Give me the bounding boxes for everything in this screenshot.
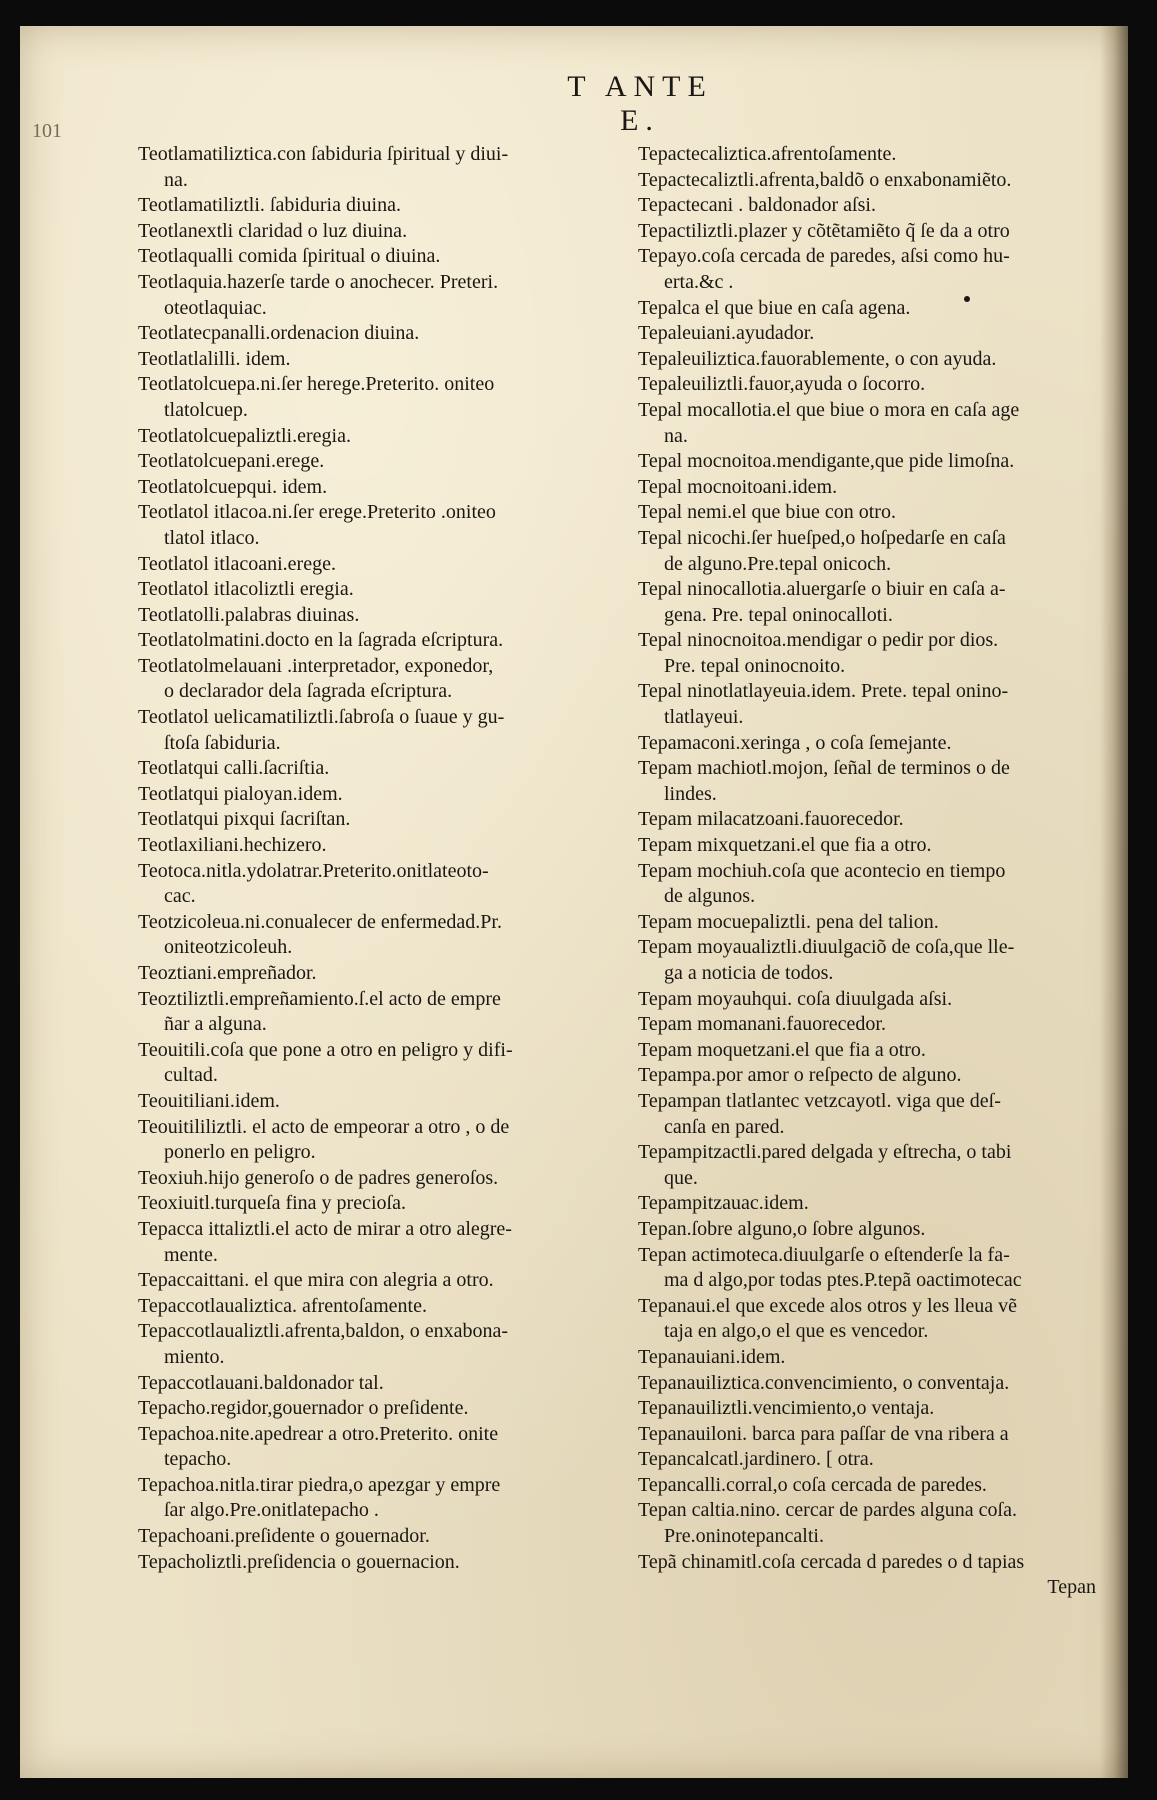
dictionary-entry-line: Tepanauiliztica.convencimiento, o conventaja. <box>638 1371 1010 1394</box>
dictionary-entry-line: Teotlatolmatini.docto en la ſagrada eſcriptura. <box>138 629 504 652</box>
dictionary-entry-line: Tepam machiotl.mojon, ſeñal de terminos o de <box>638 757 1010 780</box>
dictionary-entry-line: ga a noticia de todos. <box>664 962 834 984</box>
dictionary-entry-line: tlatol itlaco. <box>164 526 260 549</box>
dictionary-entry-line: Teotlatolcuepaliztli.eregia. <box>138 424 351 447</box>
dictionary-entry-line: Teotlanextli claridad o luz diuina. <box>138 219 408 242</box>
dictionary-entry-line: na. <box>664 424 688 447</box>
dictionary-entry-line: Tepam mixquetzani.el que fia a otro. <box>638 834 932 857</box>
dictionary-entry-line: Teotoca.nitla.ydolatrar.Preterito.onitlateoto- <box>138 859 489 882</box>
dictionary-entry-line: Tepamaconi.xeringa , o coſa ſemejante. <box>638 731 952 754</box>
dictionary-entry-line: Tepactecani . baldonador aſsi. <box>638 194 876 217</box>
dictionary-entry-line: Tepam milacatzoani.fauorecedor. <box>638 808 904 831</box>
dictionary-entry-line: Teotlaqualli comida ſpiritual o diuina. <box>138 245 441 268</box>
dictionary-entry-line: Tepampa.por amor o reſpecto de alguno. <box>638 1064 962 1087</box>
dictionary-entry-line: Tepaleuiliztli.fauor,ayuda o ſocorro. <box>638 373 926 396</box>
dictionary-entry-line: Tepampan tlatlantec vetzcayotl. viga que deſ- <box>638 1089 1001 1112</box>
dictionary-entry-line: Teotlamatiliztli. ſabiduria diuina. <box>138 194 401 217</box>
dictionary-entry-line: Tepal mocnoitoa.mendigante,que pide limoſna. <box>638 450 1015 473</box>
dictionary-entry-line: Pre.oninotepancalti. <box>664 1525 824 1548</box>
dictionary-entry-line: Tepancalli.corral,o coſa cercada de paredes. <box>638 1473 987 1496</box>
dictionary-entry-line: Teouitili.coſa que pone a otro en peligro y difi- <box>138 1038 513 1061</box>
dictionary-entry-line: Pre. tepal oninocnoito. <box>664 654 846 677</box>
dictionary-entry-line: Tepactecaliztica.afrentoſamente. <box>638 143 897 165</box>
dictionary-entry-line: Tepaccaittani. el que mira con alegria a otro. <box>138 1269 494 1292</box>
dictionary-entry-line: Teotlatolcuepani.erege. <box>138 450 325 473</box>
dictionary-entry-line: Tepaccotlaualiztli.afrenta,baldon, o enxabona- <box>138 1320 509 1343</box>
dictionary-entry-line: Teotlatqui pialoyan.idem. <box>138 782 343 805</box>
dictionary-entry-line: Teotlatqui calli.ſacriſtia. <box>138 757 330 780</box>
dictionary-entry-line: Tepacholiztli.preſidencia o gouernacion. <box>138 1550 460 1573</box>
dictionary-entry-line: Teoztiani.empreñador. <box>138 962 317 984</box>
dictionary-entry-line: Teotlatol itlacoani.erege. <box>138 552 336 575</box>
dictionary-entry-line: mente. <box>164 1243 218 1266</box>
book-page <box>20 26 1128 1778</box>
dictionary-entry-line: Tepam moquetzani.el que fia a otro. <box>638 1038 926 1061</box>
dictionary-entry-line: Tepactecaliztli.afrenta,baldõ o enxabonamiẽto. <box>638 168 1012 191</box>
dictionary-entry-line: oteotlaquiac. <box>164 296 267 319</box>
folio-mark: 101 <box>32 120 62 142</box>
dictionary-entry-line: taja en algo,o el que es vencedor. <box>664 1320 929 1343</box>
dictionary-entry-line: Tepachoani.preſidente o gouernador. <box>138 1525 430 1548</box>
dictionary-entry-line: lindes. <box>664 782 717 805</box>
dictionary-entry-line: Teotlatqui pixqui ſacriſtan. <box>138 808 351 831</box>
dictionary-entry-line: Tepanauiloni. barca para paſſar de vna ribera a <box>638 1422 1009 1445</box>
ink-dot <box>964 296 970 302</box>
dictionary-entry-line: Tepanaui.el que excede alos otros y les lleua vẽ <box>638 1294 1018 1317</box>
dictionary-entry-line: Teotlatolmelauani .interpretador, exponedor, <box>138 654 494 677</box>
dictionary-entry-line: ma d algo,por todas ptes.P.tepã oactimotecac <box>664 1269 1022 1292</box>
dictionary-entry-line: Tepan caltia.nino. cercar de pardes alguna coſa. <box>638 1499 1017 1522</box>
dictionary-entry-line: Tepam moyaualiztli.diuulgaciõ de coſa,que lle- <box>638 936 1015 959</box>
dictionary-entry-line: Tepancalcatl.jardinero. [ otra. <box>638 1448 874 1471</box>
dictionary-entry-line: Tepal nemi.el que biue con otro. <box>638 501 896 524</box>
dictionary-entry-line: Tepan actimoteca.diuulgarſe o eſtenderſe la fa- <box>638 1243 1010 1266</box>
dictionary-entry-line: Teoxiuh.hijo generoſo o de padres generoſos. <box>138 1166 499 1189</box>
dictionary-entry-line: canſa en pared. <box>664 1115 785 1138</box>
dictionary-entry-line: Tepam mochiuh.coſa que acontecio en tiempo <box>638 859 1006 882</box>
dictionary-entry-line: Tepaleuiliztica.fauorablemente, o con ayuda. <box>638 347 997 370</box>
dictionary-entry-line: Tepachoa.nitla.tirar piedra,o apezgar y empre <box>138 1473 501 1496</box>
dictionary-entry-line: de algunos. <box>664 885 756 908</box>
dictionary-entry-line: Tepacho.regidor,gouernador o preſidente. <box>138 1397 469 1420</box>
catchword: Tepan <box>1047 1576 1096 1599</box>
dictionary-entry-line: ſar algo.Pre.onitlatepacho . <box>164 1499 379 1522</box>
dictionary-entry-line: cac. <box>164 885 196 908</box>
dictionary-entry-line: oniteotzicoleuh. <box>164 936 293 959</box>
dictionary-entry-line: Teouitiliani.idem. <box>138 1089 280 1112</box>
dictionary-entry-line: cultad. <box>164 1064 218 1087</box>
dictionary-entry-line: Tepachoa.nite.apedrear a otro.Preterito. onite <box>138 1422 499 1445</box>
dictionary-entry-line: Tepanauiani.idem. <box>638 1345 786 1368</box>
dictionary-entry-line: Teotlatecpanalli.ordenacion diuina. <box>138 322 420 345</box>
dictionary-entry-line: tlatlayeui. <box>664 706 744 729</box>
dictionary-entry-line: Tepaleuiani.ayudador. <box>638 322 815 345</box>
dictionary-entry-line: tepacho. <box>164 1448 232 1471</box>
dictionary-entry-line: Teotlaquia.hazerſe tarde o anochecer. Preteri. <box>138 270 499 293</box>
dictionary-entry-line: de alguno.Pre.tepal onicoch. <box>664 552 892 575</box>
dictionary-entry-line: tlatolcuep. <box>164 398 248 421</box>
dictionary-entry-line: Tepam mocuepaliztli. pena del talion. <box>638 910 939 933</box>
dictionary-entry-line: Teotlatlalilli. idem. <box>138 347 291 370</box>
dictionary-entry-line: ponerlo en peligro. <box>164 1141 316 1164</box>
dictionary-entry-line: Teotlatol uelicamatiliztli.ſabroſa o ſuaue y gu- <box>138 706 505 729</box>
dictionary-entry-line: Tepampitzactli.pared delgada y eſtrecha, o tabi <box>638 1141 1012 1164</box>
dictionary-entry-line: Teotlatolcuepa.ni.ſer herege.Preterito. oniteo <box>138 373 495 396</box>
dictionary-entry-line: Teotlatolli.palabras diuinas. <box>138 603 360 626</box>
dictionary-entry-line: que. <box>664 1166 698 1189</box>
dictionary-entry-line: Tepayo.coſa cercada de paredes, aſsi como hu- <box>638 245 1010 268</box>
dictionary-entry-line: Tepal mocnoitoani.idem. <box>638 475 838 498</box>
dictionary-entry-line: Tepalca el que biue en caſa agena. <box>638 296 911 319</box>
dictionary-entry-line: o declarador dela ſagrada eſcriptura. <box>164 680 453 703</box>
dictionary-entry-line: Teotzicoleua.ni.conualecer de enfermedad.Pr. <box>138 910 502 933</box>
dictionary-entry-line: Tepaccotlaualiztica. afrentoſamente. <box>138 1294 427 1317</box>
dictionary-entry-line: Tepactiliztli.plazer y cõtẽtamiẽto q̃ ſe da a otro <box>638 219 1010 242</box>
dictionary-entry-line: na. <box>164 168 188 191</box>
dictionary-entry-line: Teotlamatiliztica.con ſabiduria ſpiritual y diui- <box>138 143 509 165</box>
dictionary-entry-line: ſtoſa ſabiduria. <box>164 731 281 754</box>
dictionary-entry-line: Tepã chinamitl.coſa cercada d paredes o d tapias <box>638 1550 1025 1573</box>
dictionary-entry-line: Teotlaxiliani.hechizero. <box>138 834 327 857</box>
dictionary-entry-line: Teotlatol itlacoa.ni.ſer erege.Preterito .oniteo <box>138 501 496 524</box>
dictionary-entry-line: ñar a alguna. <box>164 1013 267 1036</box>
dictionary-entry-line: Teotlatolcuepqui. idem. <box>138 475 328 498</box>
dictionary-entry-line: Tepan.ſobre alguno,o ſobre algunos. <box>638 1217 926 1240</box>
dictionary-entry-line: Teoxiuitl.turqueſa fina y precioſa. <box>138 1192 406 1215</box>
dictionary-entry-line: erta.&c . <box>664 270 734 293</box>
left-dictionary-column <box>138 142 658 1575</box>
dictionary-entry-line: Tepaccotlauani.baldonador tal. <box>138 1371 384 1394</box>
dictionary-entry-line: Tepal mocallotia.el que biue o mora en caſa age <box>638 398 1020 421</box>
dictionary-entry-line: Tepal nicochi.ſer hueſped,o hoſpedarſe en caſa <box>638 526 1006 549</box>
dictionary-entry-line: Tepal ninocnoitoa.mendigar o pedir por dios. <box>638 629 999 652</box>
dictionary-entry-line: Tepacca ittaliztli.el acto de mirar a otro alegre- <box>138 1217 512 1240</box>
dictionary-entry-line: Tepanauiliztli.vencimiento,o ventaja. <box>638 1397 935 1420</box>
dictionary-entry-line: Tepal ninotlatlayeuia.idem. Prete. tepal onino- <box>638 680 1009 703</box>
running-head: T ANTE E. <box>567 70 713 137</box>
dictionary-entry-line: miento. <box>164 1345 225 1368</box>
dictionary-entry-line: Teoztiliztli.empreñamiento.ſ.el acto de empre <box>138 987 501 1010</box>
right-dictionary-column <box>638 142 1108 1601</box>
dictionary-entry-line: Tepal ninocallotia.aluergarſe o biuir en caſa a- <box>638 578 1006 601</box>
dictionary-entry-line: Tepampitzauac.idem. <box>638 1192 809 1215</box>
dictionary-entry-line: Tepam momanani.fauorecedor. <box>638 1013 886 1036</box>
dictionary-entry-line: Tepam moyauhqui. coſa diuulgada aſsi. <box>638 987 953 1010</box>
dictionary-entry-line: gena. Pre. tepal oninocalloti. <box>664 603 893 626</box>
dictionary-entry-line: Teotlatol itlacoliztli eregia. <box>138 578 354 601</box>
dictionary-entry-line: Teouitililiztli. el acto de empeorar a otro , o de <box>138 1115 510 1138</box>
